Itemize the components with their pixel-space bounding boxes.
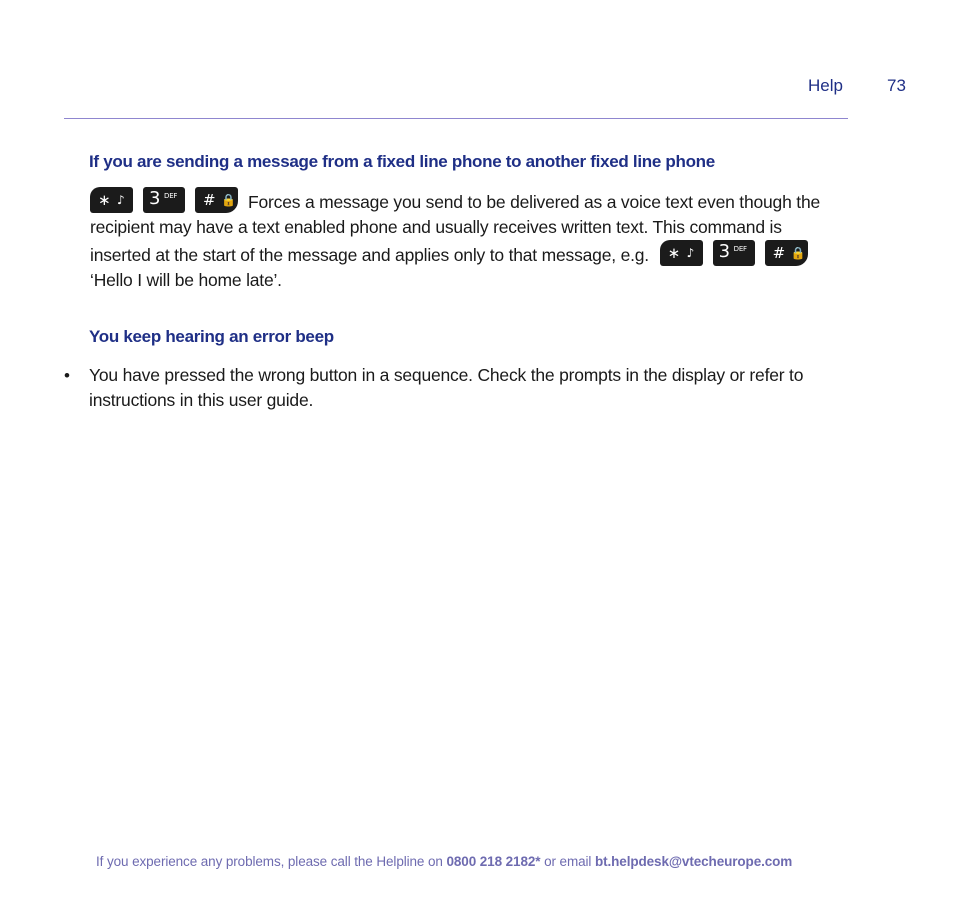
section-heading-error-beep: You keep hearing an error beep: [89, 327, 334, 346]
star-key-icon: ∗ ♪: [660, 240, 703, 266]
three-key-icon: 3 DEF: [143, 187, 185, 213]
bullet-icon: •: [64, 366, 70, 385]
helpdesk-email: bt.helpdesk@vtecheurope.com: [594, 854, 793, 869]
star-key-icon: ∗ ♪: [90, 187, 133, 213]
section-heading-fixed-line: If you are sending a message from a fixed line phone to another fixed line phone: [89, 152, 715, 171]
footer-helpline: If you experience any problems, please call the Helpline on 0800 218 2182* or email bt.helpdesk@vtecheurope.com: [96, 854, 793, 869]
section-title: Help: [808, 76, 843, 95]
example-text: ‘Hello I will be home late’.: [90, 270, 282, 290]
body-text: Forces a message you send to be delivered as a voice text even though the recipient may have a text enabled phone and usually receives written text. This command is inserted at the start of the message and applies only to that message, e.g.: [90, 192, 821, 265]
hash-key-icon: # 🔒: [195, 187, 238, 213]
helpline-number: 0800 218 2182*: [446, 854, 541, 869]
section-body-fixed-line: [90, 187, 835, 293]
bullet-text: You have pressed the wrong button in a sequence. Check the prompts in the display or refer to instructions in this user guide.: [89, 365, 804, 410]
three-key-icon: 3 DEF: [713, 240, 755, 266]
header-divider: [64, 118, 848, 119]
page-number: 73: [887, 76, 906, 95]
hash-key-icon: # 🔒: [765, 240, 808, 266]
